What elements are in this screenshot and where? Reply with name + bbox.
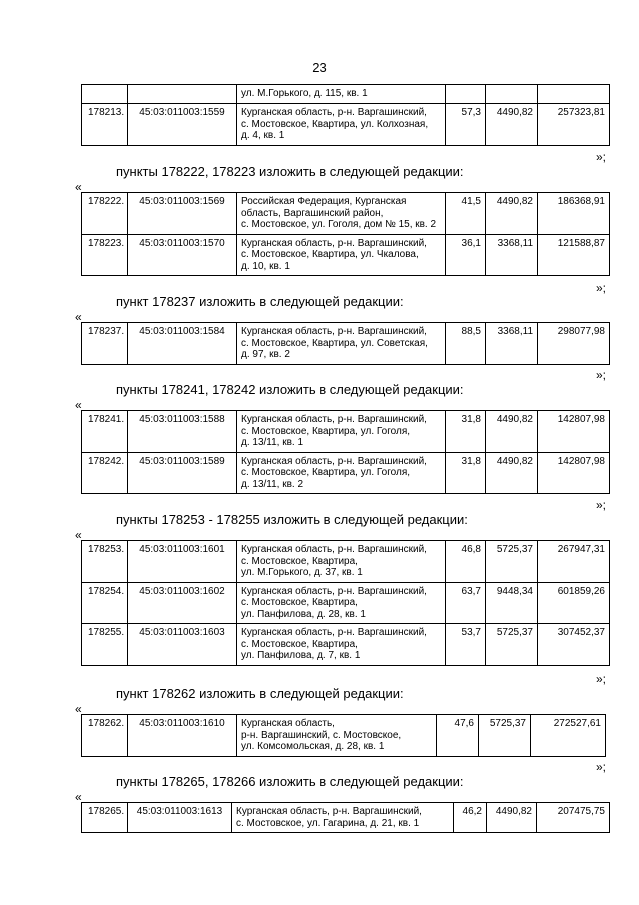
unit-price: 9448,34 bbox=[486, 582, 538, 624]
area: 31,8 bbox=[446, 452, 486, 494]
row-number: 178237. bbox=[82, 323, 128, 365]
row-number: 178254. bbox=[82, 582, 128, 624]
area: 46,2 bbox=[454, 803, 487, 833]
section-heading: пункт 178262 изложить в следующей редакции: bbox=[116, 686, 404, 701]
cadastral-number: 45:03:011003:1584 bbox=[128, 323, 237, 365]
total-value: 186368,91 bbox=[538, 193, 610, 235]
table-section-0 bbox=[81, 84, 610, 146]
section-heading: пункты 178241, 178242 изложить в следующей редакции: bbox=[116, 382, 464, 397]
table-row bbox=[82, 411, 610, 453]
closing-quote: »; bbox=[596, 498, 607, 512]
cadastral-number: 45:03:011003:1589 bbox=[128, 452, 237, 494]
table-row bbox=[82, 624, 610, 666]
table-row bbox=[82, 541, 610, 583]
cadastral-number: 45:03:011003:1601 bbox=[128, 541, 237, 583]
total-value: 121588,87 bbox=[538, 234, 610, 276]
cadastral-number: 45:03:011003:1602 bbox=[128, 582, 237, 624]
address: Курганская область, р-н. Варгашинский, с. Мостовское, Квартира, ул. М.Горького, д. 37, кв. 1 bbox=[237, 541, 446, 583]
row-number: 178241. bbox=[82, 411, 128, 453]
section-heading: пункты 178253 - 178255 изложить в следующей редакции: bbox=[116, 512, 468, 527]
table-row bbox=[82, 85, 610, 104]
table-row bbox=[82, 323, 610, 365]
total-value: 207475,75 bbox=[537, 803, 610, 833]
opening-quote: « bbox=[75, 310, 82, 324]
address: Российская Федерация, Курганская область, Варгашинский район, с. Мостовское, ул. Гоголя, дом № 15, кв. 2 bbox=[237, 193, 446, 235]
table-row bbox=[82, 452, 610, 494]
table-section-2 bbox=[81, 322, 610, 365]
area: 36,1 bbox=[446, 234, 486, 276]
row-number: 178222. bbox=[82, 193, 128, 235]
cadastral-number: 45:03:011003:1603 bbox=[128, 624, 237, 666]
cadastral-number: 45:03:011003:1569 bbox=[128, 193, 237, 235]
cadastral-number bbox=[128, 85, 237, 104]
address: Курганская область, р-н. Варгашинский, с. Мостовское, Квартира, ул. Панфилова, д. 28, кв. 1 bbox=[237, 582, 446, 624]
section-heading: пункты 178222, 178223 изложить в следующей редакции: bbox=[116, 164, 464, 179]
closing-quote: »; bbox=[596, 760, 607, 774]
cadastral-number: 45:03:011003:1559 bbox=[128, 104, 237, 146]
opening-quote: « bbox=[75, 702, 82, 716]
table-section-6 bbox=[81, 802, 610, 833]
total-value: 267947,31 bbox=[538, 541, 610, 583]
address: Курганская область, р-н. Варгашинский, с. Мостовское, Квартира, ул. Гоголя, д. 13/11, кв. 2 bbox=[237, 452, 446, 494]
row-number: 178223. bbox=[82, 234, 128, 276]
address: Курганская область, р-н. Варгашинский, с. Мостовское, Квартира, ул. Чкалова, д. 10, кв. 1 bbox=[237, 234, 446, 276]
section-heading: пункт 178237 изложить в следующей редакции: bbox=[116, 294, 404, 309]
table-row bbox=[82, 582, 610, 624]
closing-quote: »; bbox=[596, 672, 607, 686]
total-value: 142807,98 bbox=[538, 452, 610, 494]
cadastral-number: 45:03:011003:1610 bbox=[128, 715, 237, 757]
unit-price: 5725,37 bbox=[479, 715, 531, 757]
opening-quote: « bbox=[75, 398, 82, 412]
address: Курганская область, р-н. Варгашинский, с. Мостовское, Квартира, ул. Колхозная, д. 4, кв. 1 bbox=[237, 104, 446, 146]
cadastral-number: 45:03:011003:1613 bbox=[128, 803, 232, 833]
table-row bbox=[82, 803, 610, 833]
unit-price: 4490,82 bbox=[486, 104, 538, 146]
closing-quote: »; bbox=[596, 150, 607, 164]
unit-price: 3368,11 bbox=[486, 323, 538, 365]
total-value: 307452,37 bbox=[538, 624, 610, 666]
page-number: 23 bbox=[312, 60, 327, 75]
row-number: 178265. bbox=[82, 803, 128, 833]
total-value: 298077,98 bbox=[538, 323, 610, 365]
row-number: 178213. bbox=[82, 104, 128, 146]
closing-quote: »; bbox=[596, 281, 607, 295]
address: ул. М.Горького, д. 115, кв. 1 bbox=[237, 85, 446, 104]
table-row bbox=[82, 193, 610, 235]
unit-price: 5725,37 bbox=[486, 541, 538, 583]
area: 63,7 bbox=[446, 582, 486, 624]
unit-price: 4490,82 bbox=[487, 803, 537, 833]
opening-quote: « bbox=[75, 528, 82, 542]
unit-price: 4490,82 bbox=[486, 411, 538, 453]
area bbox=[446, 85, 486, 104]
address: Курганская область, р-н. Варгашинский, с. Мостовское, ул. Комсомольская, д. 28, кв. 1 bbox=[237, 715, 437, 757]
unit-price: 5725,37 bbox=[486, 624, 538, 666]
row-number: 178255. bbox=[82, 624, 128, 666]
unit-price: 4490,82 bbox=[486, 193, 538, 235]
unit-price bbox=[486, 85, 538, 104]
table-row bbox=[82, 104, 610, 146]
cadastral-number: 45:03:011003:1588 bbox=[128, 411, 237, 453]
address: Курганская область, р-н. Варгашинский, с. Мостовское, Квартира, ул. Гоголя, д. 13/11, кв. 1 bbox=[237, 411, 446, 453]
table-section-1 bbox=[81, 192, 610, 276]
table-section-4 bbox=[81, 540, 610, 666]
unit-price: 3368,11 bbox=[486, 234, 538, 276]
address: Курганская область, р-н. Варгашинский, с. Мостовское, Квартира, ул. Панфилова, д. 7, кв. 1 bbox=[237, 624, 446, 666]
total-value bbox=[538, 85, 610, 104]
row-number bbox=[82, 85, 128, 104]
total-value: 272527,61 bbox=[531, 715, 606, 757]
row-number: 178253. bbox=[82, 541, 128, 583]
area: 47,6 bbox=[437, 715, 479, 757]
table-section-3 bbox=[81, 410, 610, 494]
section-heading: пункты 178265, 178266 изложить в следующей редакции: bbox=[116, 774, 464, 789]
row-number: 178262. bbox=[82, 715, 128, 757]
area: 41,5 bbox=[446, 193, 486, 235]
area: 31,8 bbox=[446, 411, 486, 453]
area: 57,3 bbox=[446, 104, 486, 146]
row-number: 178242. bbox=[82, 452, 128, 494]
address: Курганская область, р-н. Варгашинский, с. Мостовское, ул. Гагарина, д. 21, кв. 1 bbox=[232, 803, 454, 833]
total-value: 601859,26 bbox=[538, 582, 610, 624]
total-value: 142807,98 bbox=[538, 411, 610, 453]
table-section-5 bbox=[81, 714, 606, 757]
table-row bbox=[82, 234, 610, 276]
area: 53,7 bbox=[446, 624, 486, 666]
opening-quote: « bbox=[75, 790, 82, 804]
area: 46,8 bbox=[446, 541, 486, 583]
opening-quote: « bbox=[75, 180, 82, 194]
address: Курганская область, р-н. Варгашинский, с. Мостовское, Квартира, ул. Советская, д. 97, кв. 2 bbox=[237, 323, 446, 365]
unit-price: 4490,82 bbox=[486, 452, 538, 494]
total-value: 257323,81 bbox=[538, 104, 610, 146]
area: 88,5 bbox=[446, 323, 486, 365]
cadastral-number: 45:03:011003:1570 bbox=[128, 234, 237, 276]
table-row bbox=[82, 715, 606, 757]
closing-quote: »; bbox=[596, 368, 607, 382]
